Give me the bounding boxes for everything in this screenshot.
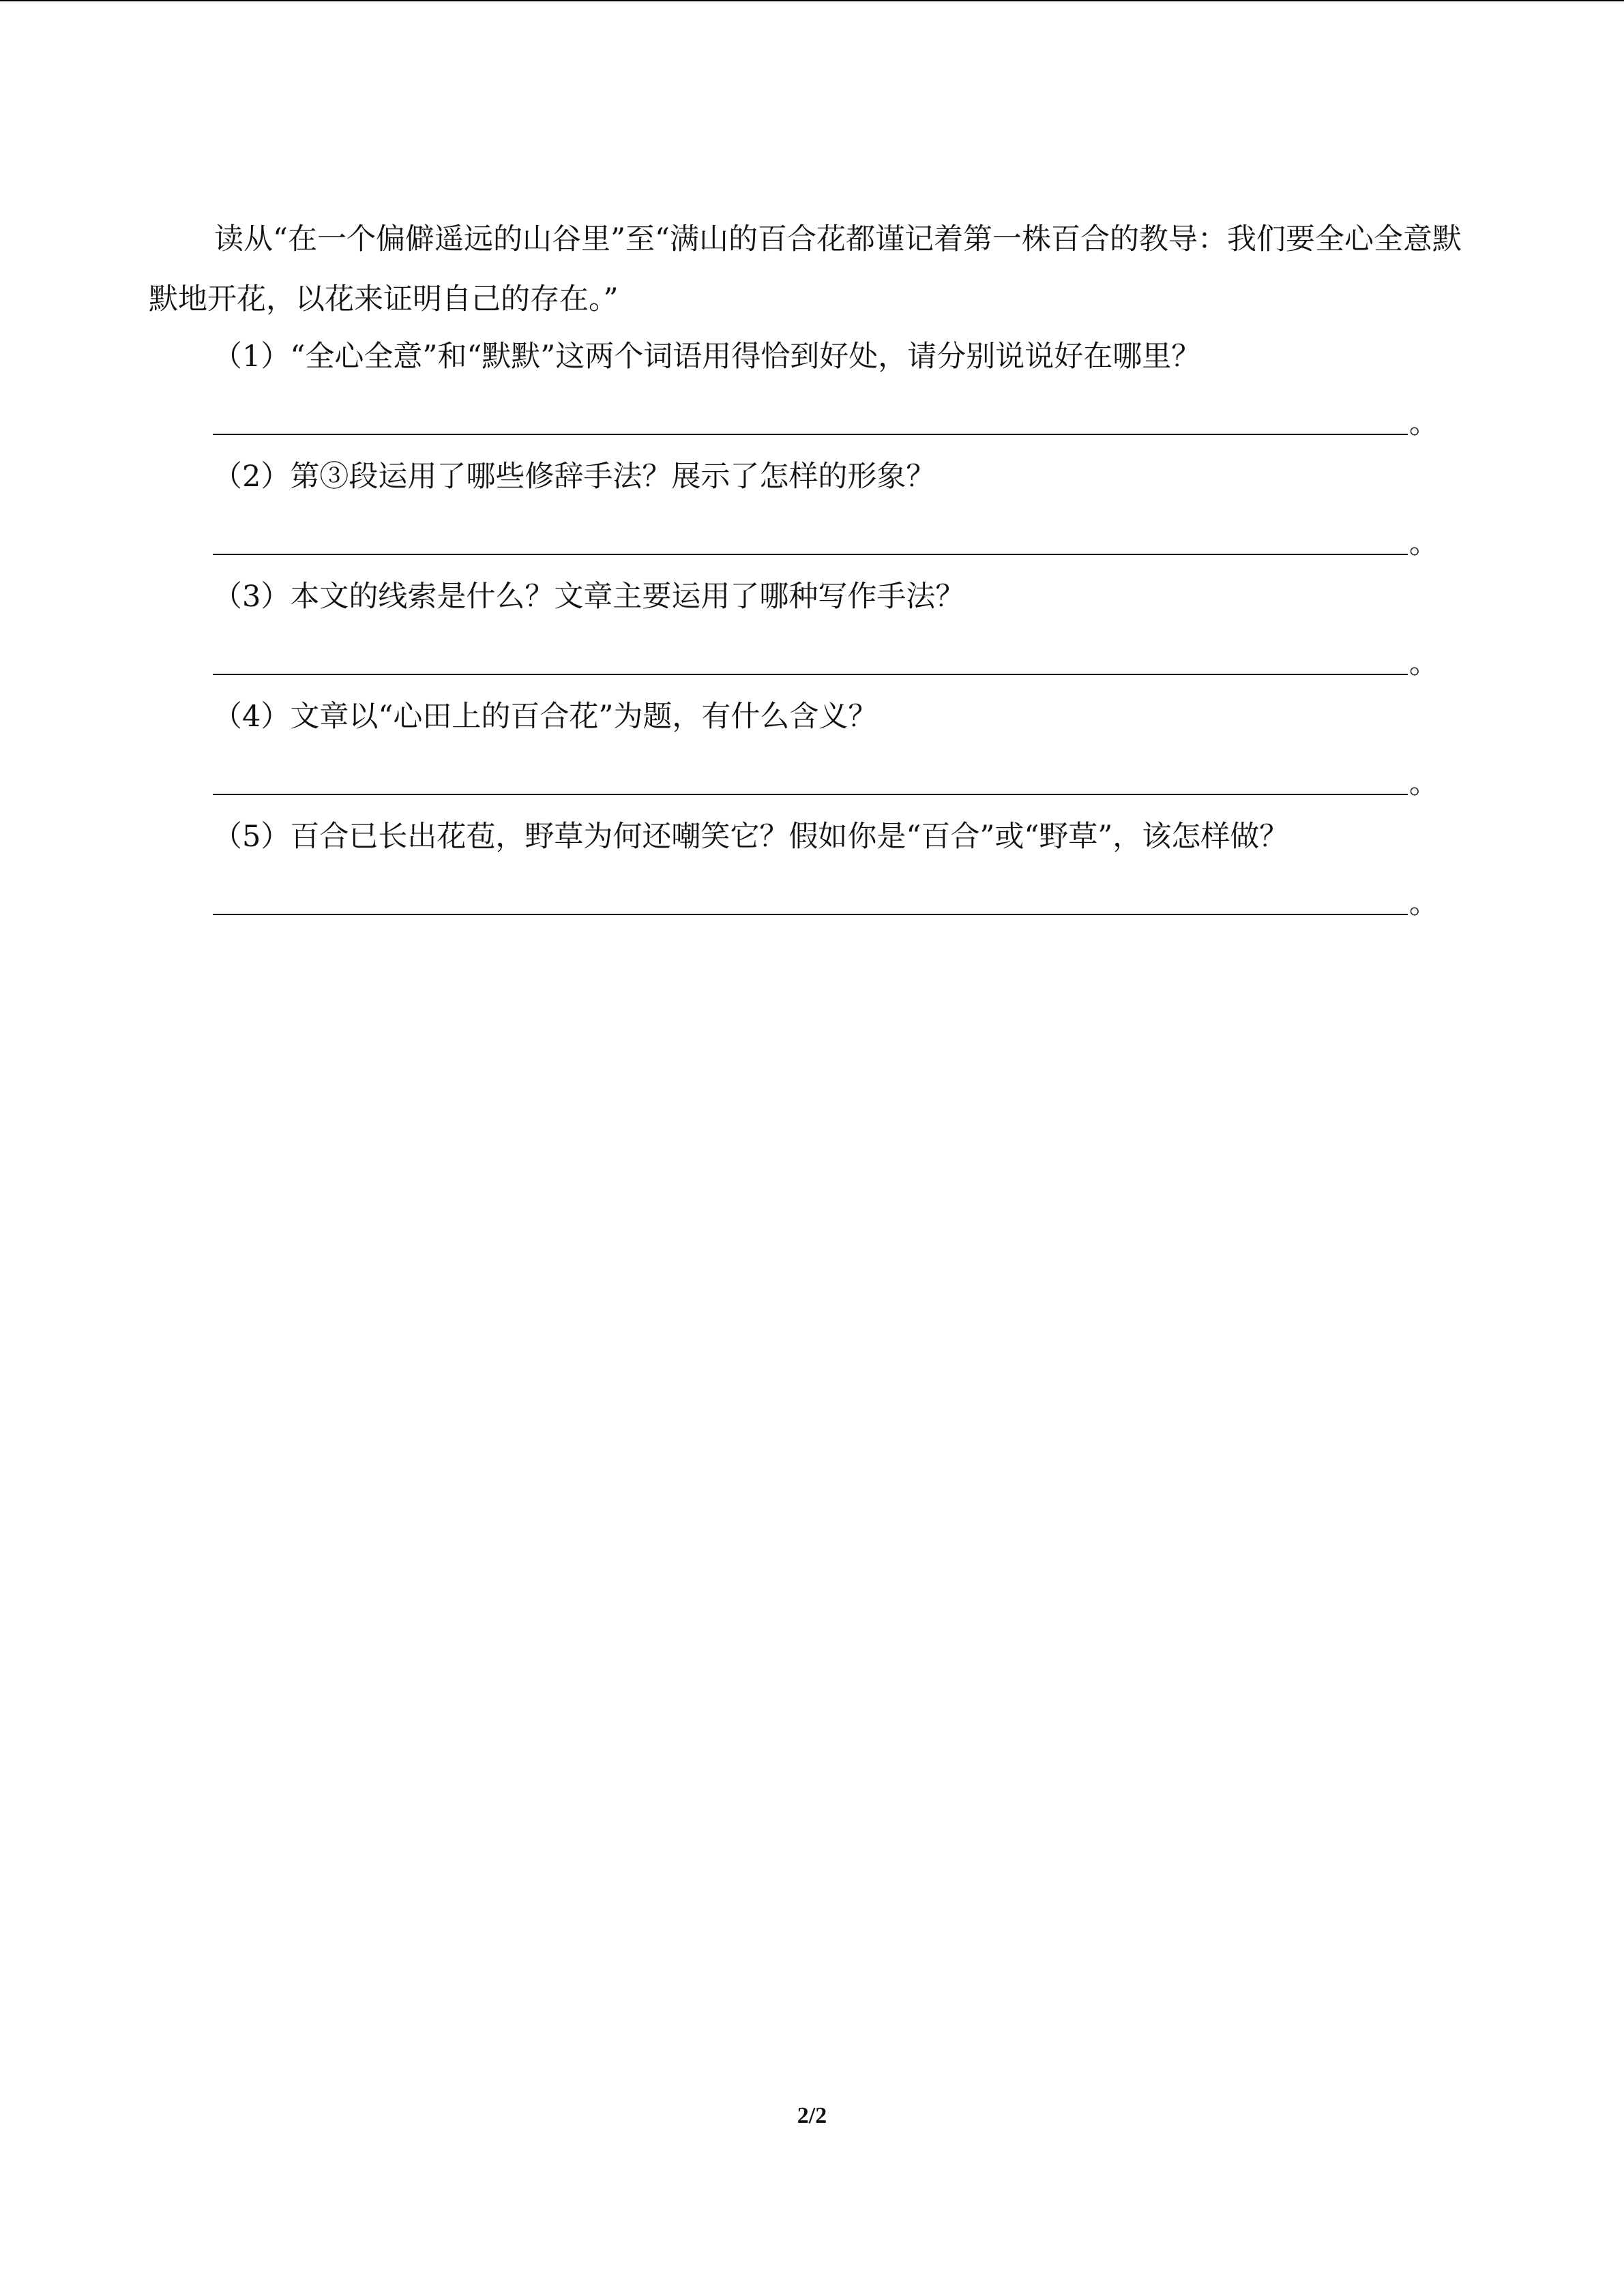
page-number: 2/2 — [797, 2103, 827, 2128]
question-5: （5）百合已长出花苞，野草为何还嘲笑它？假如你是“百合”或“野草”，该怎样做？ — [213, 820, 1289, 854]
question-2: （2）第③段运用了哪些修辞手法？展示了怎样的形象？ — [213, 460, 936, 494]
question-4: （4）文章以“心田上的百合花”为题，有什么含义？ — [213, 700, 878, 734]
answer-end-mark-1: 。 — [1409, 406, 1438, 441]
answer-line-1[interactable] — [213, 434, 1408, 435]
answer-end-mark-3: 。 — [1409, 646, 1438, 681]
answer-line-5[interactable] — [213, 914, 1408, 915]
question-3: （3）本文的线索是什么？文章主要运用了哪种写作手法？ — [213, 580, 965, 614]
passage-instruction: 读从“在一个偏僻遥远的山谷里”至“满山的百合花都谨记着第一株百合的教导：我们要全心全意默默地开花，以花来证明自己的存在。” — [149, 222, 1462, 316]
answer-end-mark-4: 。 — [1409, 766, 1438, 801]
answer-line-3[interactable] — [213, 674, 1408, 675]
answer-end-mark-5: 。 — [1409, 886, 1438, 921]
answer-line-4[interactable] — [213, 794, 1408, 795]
question-1: （1）“全心全意”和“默默”这两个词语用得恰到好处，请分别说说好在哪里？ — [213, 340, 1201, 374]
answer-line-2[interactable] — [213, 554, 1408, 555]
answer-end-mark-2: 。 — [1409, 526, 1438, 561]
